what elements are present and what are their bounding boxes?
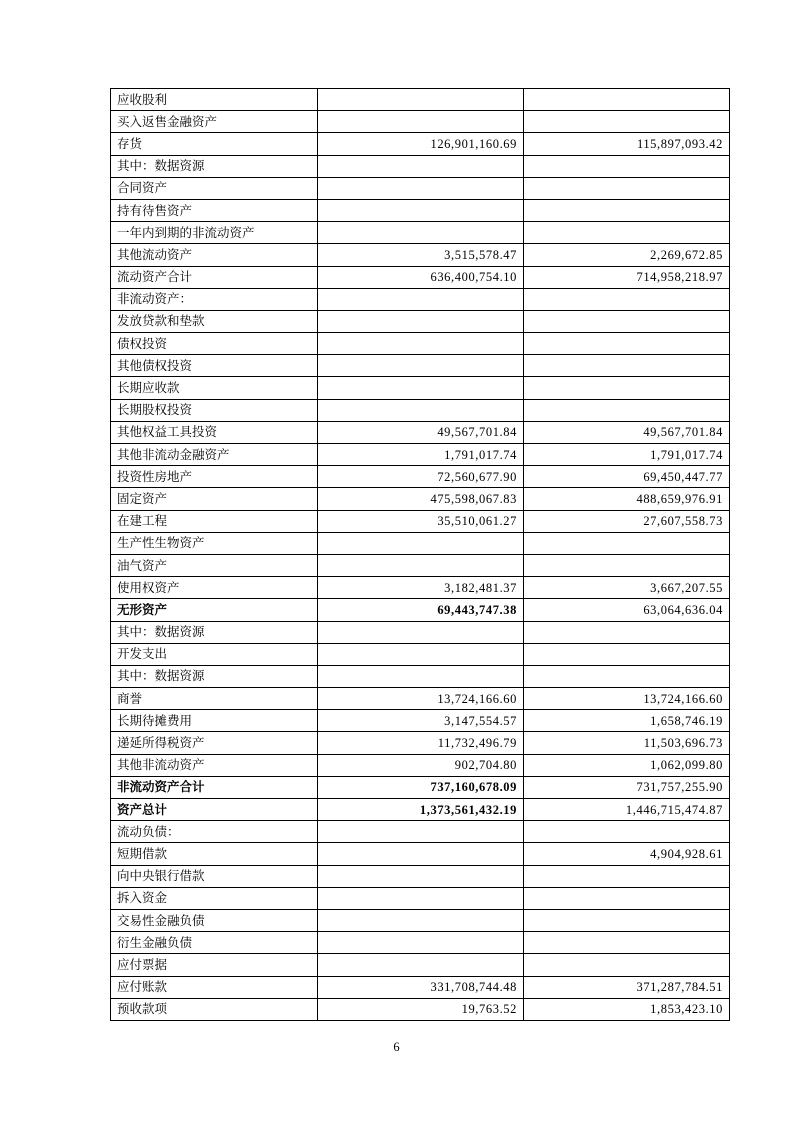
row-value-current [318,288,524,310]
row-value-current [318,111,524,133]
row-value-current [318,199,524,221]
table-row [111,222,730,244]
row-value-prior: 1,853,423.10 [524,998,730,1020]
row-label: 非流动资产： [111,288,318,310]
row-value-prior: 3,667,207.55 [524,577,730,599]
table-row [111,510,730,532]
row-value-prior [524,865,730,887]
row-value-current: 3,147,554.57 [318,710,524,732]
row-value-current [318,865,524,887]
row-value-current [318,333,524,355]
table-row [111,177,730,199]
row-value-prior: 1,791,017.74 [524,444,730,466]
row-value-current: 35,510,061.27 [318,510,524,532]
row-value-current [318,843,524,865]
row-value-current [318,310,524,332]
row-value-prior [524,377,730,399]
row-label: 应收股利 [111,89,318,111]
table-row [111,488,730,510]
row-value-prior: 2,269,672.85 [524,244,730,266]
row-label: 流动资产合计 [111,266,318,288]
row-label: 其他权益工具投资 [111,421,318,443]
row-value-current [318,821,524,843]
table-row [111,266,730,288]
row-label: 其中：数据资源 [111,621,318,643]
row-value-prior: 1,062,099.80 [524,754,730,776]
row-label: 短期借款 [111,843,318,865]
row-value-prior [524,532,730,554]
row-value-current: 475,598,067.83 [318,488,524,510]
table-row [111,599,730,621]
table-row [111,821,730,843]
row-value-prior: 371,287,784.51 [524,976,730,998]
row-label: 递延所得税资产 [111,732,318,754]
row-value-current [318,932,524,954]
row-label: 长期应收款 [111,377,318,399]
row-value-current [318,621,524,643]
row-value-prior [524,310,730,332]
row-label: 其他非流动资产 [111,754,318,776]
table-row [111,621,730,643]
row-value-current [318,643,524,665]
row-value-current [318,222,524,244]
row-label: 合同资产 [111,177,318,199]
row-value-prior: 13,724,166.60 [524,688,730,710]
table-row [111,754,730,776]
row-label: 在建工程 [111,510,318,532]
row-label: 持有待售资产 [111,199,318,221]
table-row [111,954,730,976]
table-row [111,776,730,798]
row-label: 交易性金融负债 [111,909,318,931]
row-value-current [318,554,524,576]
table-row [111,288,730,310]
row-value-current [318,887,524,909]
row-value-current: 1,373,561,432.19 [318,799,524,821]
row-label: 衍生金融负债 [111,932,318,954]
row-value-current: 49,567,701.84 [318,421,524,443]
table-row [111,998,730,1020]
row-value-current: 737,160,678.09 [318,776,524,798]
row-value-current: 3,182,481.37 [318,577,524,599]
row-label: 其他流动资产 [111,244,318,266]
row-label: 其他非流动金融资产 [111,444,318,466]
row-value-prior: 11,503,696.73 [524,732,730,754]
table-row [111,421,730,443]
table-row [111,355,730,377]
table-row [111,155,730,177]
row-value-prior [524,909,730,931]
row-value-prior: 4,904,928.61 [524,843,730,865]
row-value-prior [524,954,730,976]
table-row [111,976,730,998]
row-label: 应付账款 [111,976,318,998]
row-value-prior [524,932,730,954]
row-value-current: 3,515,578.47 [318,244,524,266]
row-value-current [318,89,524,111]
table-row [111,577,730,599]
row-value-prior [524,199,730,221]
table-row [111,554,730,576]
row-label: 使用权资产 [111,577,318,599]
table-row [111,865,730,887]
table-row [111,887,730,909]
table-row [111,532,730,554]
row-value-prior [524,155,730,177]
row-value-prior: 69,450,447.77 [524,466,730,488]
row-value-current: 69,443,747.38 [318,599,524,621]
row-value-current [318,909,524,931]
row-value-current [318,377,524,399]
row-value-prior [524,177,730,199]
row-label: 非流动资产合计 [111,776,318,798]
table-row [111,89,730,111]
row-value-prior [524,887,730,909]
row-value-current: 13,724,166.60 [318,688,524,710]
row-label: 长期待摊费用 [111,710,318,732]
row-label: 无形资产 [111,599,318,621]
row-label: 预收款项 [111,998,318,1020]
row-value-prior [524,89,730,111]
table-row [111,732,730,754]
row-label: 存货 [111,133,318,155]
row-label: 一年内到期的非流动资产 [111,222,318,244]
row-value-prior [524,399,730,421]
row-value-prior [524,643,730,665]
row-label: 资产总计 [111,799,318,821]
row-value-current [318,665,524,687]
row-value-prior: 1,446,715,474.87 [524,799,730,821]
table-row [111,333,730,355]
row-value-prior: 1,658,746.19 [524,710,730,732]
row-value-current: 72,560,677.90 [318,466,524,488]
row-value-prior [524,222,730,244]
row-label: 向中央银行借款 [111,865,318,887]
row-label: 应付票据 [111,954,318,976]
table-row [111,133,730,155]
row-label: 流动负债： [111,821,318,843]
table-row [111,244,730,266]
row-value-current: 1,791,017.74 [318,444,524,466]
row-label: 商誉 [111,688,318,710]
row-value-prior: 731,757,255.90 [524,776,730,798]
row-value-prior [524,821,730,843]
row-value-prior: 63,064,636.04 [524,599,730,621]
row-value-prior [524,333,730,355]
table-row [111,688,730,710]
table-row [111,843,730,865]
row-value-current: 636,400,754.10 [318,266,524,288]
table-row [111,377,730,399]
row-label: 固定资产 [111,488,318,510]
table-row [111,310,730,332]
table-row [111,466,730,488]
row-label: 其他债权投资 [111,355,318,377]
table-row [111,710,730,732]
row-label: 油气资产 [111,554,318,576]
row-value-prior [524,288,730,310]
row-value-prior [524,621,730,643]
table-row [111,111,730,133]
row-label: 其中：数据资源 [111,155,318,177]
row-label: 债权投资 [111,333,318,355]
table-row [111,665,730,687]
table-row [111,909,730,931]
table-row [111,444,730,466]
table-row [111,199,730,221]
row-value-current [318,954,524,976]
row-value-prior [524,554,730,576]
row-value-prior: 115,897,093.42 [524,133,730,155]
row-value-current: 902,704.80 [318,754,524,776]
row-value-prior [524,665,730,687]
row-value-current [318,177,524,199]
row-label: 投资性房地产 [111,466,318,488]
row-value-current [318,155,524,177]
row-value-current [318,399,524,421]
row-value-prior: 49,567,701.84 [524,421,730,443]
row-value-current: 11,732,496.79 [318,732,524,754]
row-label: 长期股权投资 [111,399,318,421]
row-value-current [318,355,524,377]
row-value-prior [524,111,730,133]
row-value-prior: 714,958,218.97 [524,266,730,288]
table-row [111,643,730,665]
row-value-prior: 488,659,976.91 [524,488,730,510]
row-label: 拆入资金 [111,887,318,909]
row-label: 发放贷款和垫款 [111,310,318,332]
balance-sheet-table [110,88,730,1021]
row-label: 其中：数据资源 [111,665,318,687]
page-number: 6 [393,1040,400,1054]
row-label: 生产性生物资产 [111,532,318,554]
row-value-current: 126,901,160.69 [318,133,524,155]
row-value-current [318,532,524,554]
table-row [111,399,730,421]
row-label: 开发支出 [111,643,318,665]
table-row [111,932,730,954]
row-value-prior: 27,607,558.73 [524,510,730,532]
row-value-prior [524,355,730,377]
table-body [111,89,730,1021]
row-value-current: 19,763.52 [318,998,524,1020]
table-row [111,799,730,821]
row-value-current: 331,708,744.48 [318,976,524,998]
row-label: 买入返售金融资产 [111,111,318,133]
